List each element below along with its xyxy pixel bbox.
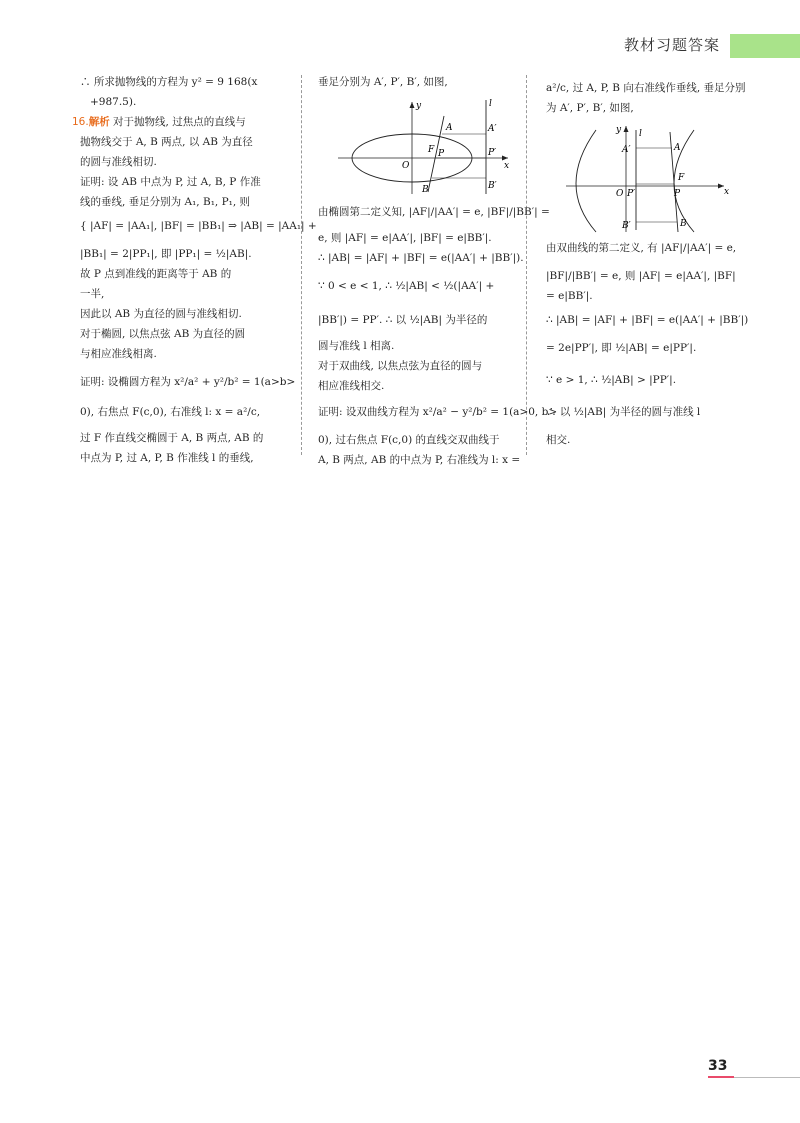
text-line: 垂足分别为 A′, P′, B′, 如图, — [318, 76, 448, 88]
problem-number: 16. — [72, 116, 89, 128]
fig-label-l: l — [639, 129, 642, 139]
page-number-accent — [708, 1076, 734, 1078]
column-2 — [318, 72, 558, 470]
column-3 — [546, 72, 749, 450]
text-line: 线的垂线, 垂足分别为 A₁, B₁, P₁, 则 — [80, 196, 251, 208]
text-line: ∵ e > 1, ∴ ½|AB| > |PP′|. — [546, 374, 677, 386]
fig-label-b-prime: B′ — [488, 181, 497, 191]
page-number: 33 — [708, 1058, 728, 1074]
text-line: 对于抛物线, 过焦点的直线与 — [113, 116, 246, 128]
header-title: 教材习题答案 — [623, 36, 720, 54]
analysis-tag: 解析 — [88, 116, 110, 128]
fig-label-l: l — [489, 99, 492, 109]
text-line: |BF|/|BB′| = e, 则 |AF| = e|AA′|, |BF| — [546, 270, 736, 282]
text-line: 对于双曲线, 以焦点弦为直径的圆与 — [318, 360, 483, 372]
text-line: |BB₁| = 2|PP₁|, 即 |PP₁| = ½|AB|. — [80, 248, 252, 260]
fig-label-x: x — [724, 187, 730, 197]
text-line: 由椭圆第二定义知, |AF|/|AA′| = e, |BF|/|BB′| = — [318, 206, 550, 218]
text-line: { |AF| = |AA₁|, |BF| = |BB₁| ⇒ |AB| = |AA₁| + — [80, 220, 317, 232]
fig-label-a-prime: A′ — [488, 124, 497, 134]
hyperbola-figure — [566, 122, 736, 234]
text-line: 的圆与准线相切. — [80, 156, 157, 168]
text-line: 对于椭圆, 以焦点弦 AB 为直径的圆 — [80, 328, 246, 340]
problem-16-line — [72, 112, 290, 132]
text-line: 0), 过右焦点 F(c,0) 的直线交双曲线于 — [318, 434, 500, 446]
text-line: = e|BB′|. — [546, 290, 593, 302]
column-separator-left — [301, 75, 302, 455]
text-line: ∴ |AB| = |AF| + |BF| = e(|AA′| + |BB′|) — [546, 314, 749, 326]
fig-label-a-prime: A′ — [622, 145, 631, 155]
text-line: |BB′|) = PP′. ∴ 以 ½|AB| 为半径的 — [318, 314, 488, 326]
text-line: 证明: 设 AB 中点为 P, 过 A, B, P 作准 — [80, 176, 261, 188]
fig-label-y: y — [616, 125, 622, 135]
fig-label-o: O — [402, 161, 410, 171]
fig-label-b-prime: B′ — [622, 221, 631, 231]
text-line: 中点为 P, 过 A, P, B 作准线 l 的垂线, — [80, 452, 254, 464]
fig-label-f: F — [428, 145, 435, 155]
text-line: = 2e|PP′|, 即 ½|AB| = e|PP′|. — [546, 342, 697, 354]
text-line: 因此以 AB 为直径的圆与准线相切. — [80, 308, 242, 320]
text-line: ∴ 所求抛物线的方程为 y² = 9 168(x — [80, 76, 258, 88]
fig-label-p-prime: P′ — [627, 189, 636, 199]
text-line: 与相应准线相离. — [80, 348, 157, 360]
fig-label-o: O — [616, 189, 624, 199]
column-1 — [72, 72, 317, 468]
text-line: 由双曲线的第二定义, 有 |AF|/|AA′| = e, — [546, 242, 737, 254]
text-line: A, B 两点, AB 的中点为 P, 右准线为 l: x = — [318, 454, 521, 466]
fig-label-p-prime: P′ — [488, 148, 497, 158]
ellipse-figure — [338, 96, 518, 196]
text-line: 圆与准线 l 相离. — [318, 340, 395, 352]
fig-label-p: P — [438, 149, 445, 159]
fig-label-x: x — [504, 161, 510, 171]
fig-label-p: P — [674, 189, 681, 199]
text-line: ∴ |AB| = |AF| + |BF| = e(|AA′| + |BB′|). — [318, 252, 524, 264]
fig-label-f: F — [678, 173, 685, 183]
text-line: 证明: 设椭圆方程为 x²/a² + y²/b² = 1(a>b> — [80, 376, 296, 388]
text-line: 一半, — [80, 288, 105, 300]
header-accent-tab — [730, 34, 800, 58]
text-line: 相应准线相交. — [318, 380, 385, 392]
fig-label-y: y — [416, 101, 422, 111]
fig-label-a: A — [674, 143, 681, 153]
fig-label-a: A — [446, 123, 453, 133]
column-separator-right — [526, 75, 527, 455]
text-line: 抛物线交于 A, B 两点, 以 AB 为直径 — [80, 136, 253, 148]
text-line: ∵ 0 < e < 1, ∴ ½|AB| < ½(|AA′| + — [318, 280, 495, 292]
text-line: 为 A′, P′, B′, 如图, — [546, 102, 634, 114]
text-line: 证明: 设双曲线方程为 x²/a² − y²/b² = 1(a>0, b> — [318, 406, 558, 418]
fig-label-b: B — [680, 219, 687, 229]
fig-label-b: B — [422, 185, 429, 195]
text-line: a²/c, 过 A, P, B 向右准线作垂线, 垂足分别 — [546, 82, 746, 94]
text-line: 相交. — [546, 434, 571, 446]
text-line: 0), 右焦点 F(c,0), 右准线 l: x = a²/c, — [80, 406, 261, 418]
text-line: e, 则 |AF| = e|AA′|, |BF| = e|BB′|. — [318, 232, 492, 244]
text-line: +987.5). — [90, 96, 137, 108]
text-line: 故 P 点到准线的距离等于 AB 的 — [80, 268, 232, 280]
text-line: 过 F 作直线交椭圆于 A, B 两点, AB 的 — [80, 432, 264, 444]
text-line: ∴ 以 ½|AB| 为半径的圆与准线 l — [546, 406, 701, 418]
